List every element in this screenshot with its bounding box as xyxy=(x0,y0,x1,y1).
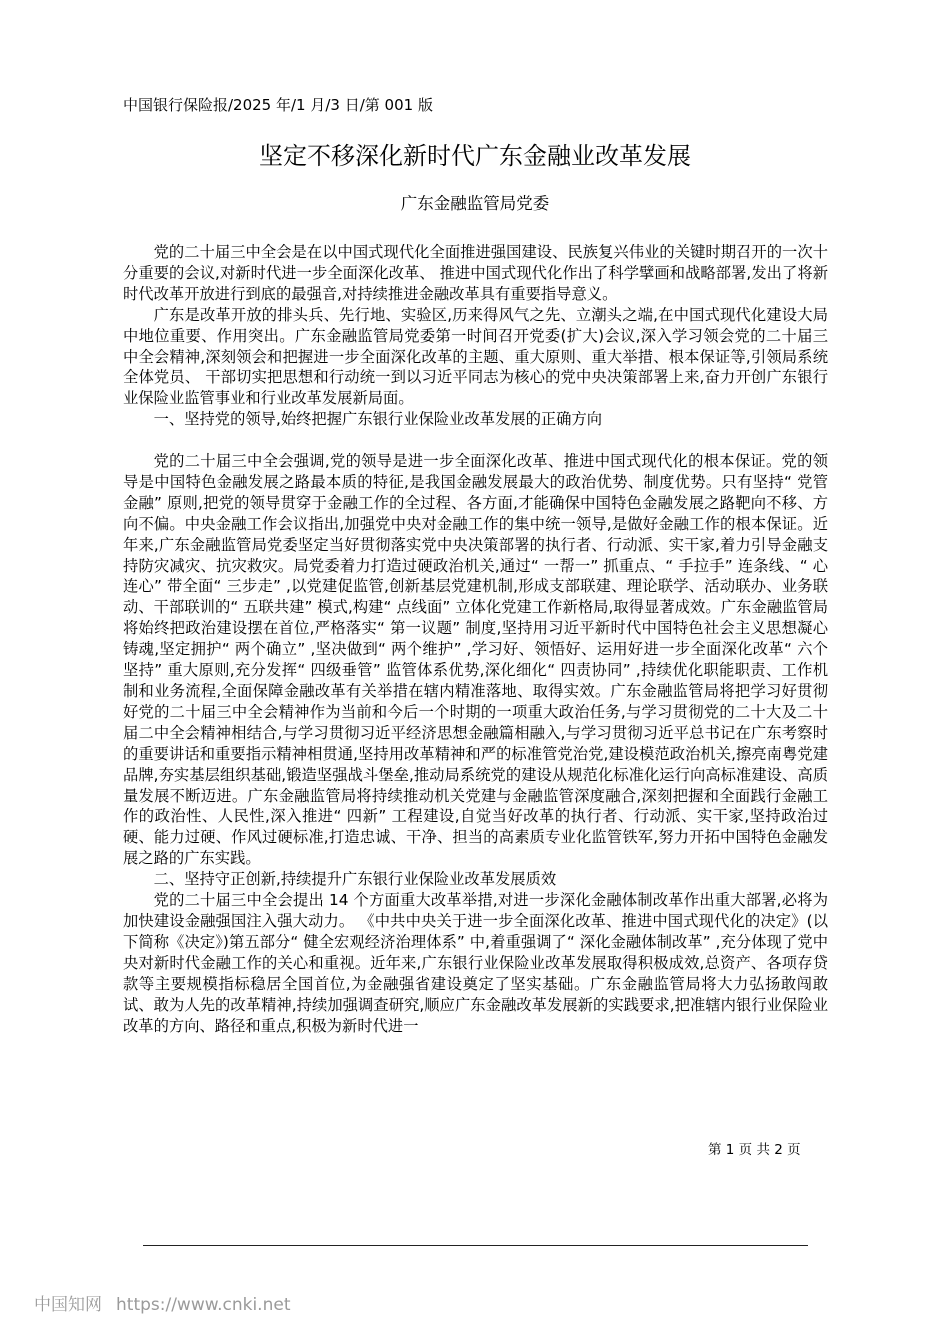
article-title: 坚定不移深化新时代广东金融业改革发展 xyxy=(259,142,691,170)
watermark-brand: 中国知网 xyxy=(34,1295,102,1315)
article-body xyxy=(123,242,828,1036)
body-paragraph: 党的二十届三中全会强调,党的领导是进一步全面深化改革、推进中国式现代化的根本保证。党的领导是中国特色金融发展之路最本质的特征,是我国金融发展最大的政治优势、制度优势。只有坚持“ 党管金融” 原则,把党的领导贯穿于金融工作的全过程、各方面,才能确保中国特色金融发展之路靶向不移、方向不偏。中央金融工作会议指出,加强党中央对金融工作的集中统一领导,是做好金融工作的根本保证。近年来,广东金融监管局党委坚定当好贯彻落实党中央决策部署的执行者、行动派、实干家,着力引导金融支持防灾减灾、抗灾救灾。局党委着力打造过硬政治机关,通过“ 一帮一” 抓重点、“ 手拉手” 连条线、“ 心连心” 带全面“ 三步走” ,以党建促监管,创新基层党建机制,形成支部联建、理论联学、活动联办、业务联动、干部联训的“ 五联共建” 模式,构建“ 点线面” 立体化党建工作新格局,取得显著成效。广东金融监管局将始终把政治建设摆在首位,严格落实“ 第一议题” 制度,坚持用习近平新时代中国特色社会主义思想凝心铸魂,坚定拥护“ 两个确立” ,坚决做到“ 两个维护” ,学习好、领悟好、运用好进一步全面深化改革“ 六个坚持” 重大原则,充分发挥“ 四级垂管” 监管体系优势,深化细化“ 四责协同” ,持续优化职能职责、工作机制和业务流程,全面保障金融改革有关举措在辖内精准落地、取得实效。广东金融监管局将把学习好贯彻好党的二十届三中全会精神作为当前和今后一个时期的一项重大政治任务,与学习贯彻党的二十大及二十届二中全会精神相结合,与学习贯彻习近平经济思想金融篇相融入,与学习贯彻习近平总书记在广东考察时的重要讲话和重要指示精神相贯通,坚持用改革精神和严的标准管党治党,建设模范政治机关,擦亮南粤党建品牌,夯实基层组织基础,锻造坚强战斗堡垒,推动局系统党的建设从规范化标准化运行向高标准建设、高质量发展不断迈进。广东金融监管局将持续推动机关党建与金融监管深度融合,深刻把握和全面践行金融工作的政治性、人民性,深入推进“ 四新” 工程建设,自觉当好改革的执行者、行动派、实干家,坚持政治过硬、能力过硬、作风过硬标准,打造忠诚、干净、担当的高素质专业化监管铁军,努力开拓中国特色金融发展之路的广东实践。 xyxy=(123,452,828,868)
page-number: 第 1 页 共 2 页 xyxy=(708,1142,801,1158)
section-heading-2: 二、坚持守正创新,持续提升广东银行业保险业改革发展质效 xyxy=(153,870,557,889)
body-paragraph: 党的二十届三中全会提出 14 个方面重大改革举措,对进一步深化金融体制改革作出重大部署,必将为加快建设金融强国注入强大动力。 《中共中央关于进一步全面深化改革、推进中国式现代化的决定》(以下简称《决定》)第五部分“ 健全宏观经济治理体系” 中,着重强调了“ 深化金融体制改革” ,充分体现了党中央对新时代金融工作的关心和重视。近年来,广东银行业保险业改革发展取得积极成效,总资产、各项存贷款等主要规模指标稳居全国首位,为金融强省建设奠定了坚实基础。广东金融监管局将大力弘扬敢闯敢试、敢为人先的改革精神,持续加强调查研究,顺应广东金融改革发展新的实践要求,把准辖内银行业保险业改革的方向、路径和重点,积极为新时代进一 xyxy=(123,891,828,1035)
article-author: 广东金融监管局党委 xyxy=(400,194,550,213)
body-paragraph: 党的二十届三中全会是在以中国式现代化全面推进强国建设、民族复兴伟业的关键时期召开的一次十分重要的会议,对新时代进一步全面深化改革、 推进中国式现代化作出了科学擘画和战略部署,发出了将新时代改革开放进行到底的最强音,对持续推进金融改革具有重要指导意义。 xyxy=(123,243,828,303)
body-paragraph: 广东是改革开放的排头兵、先行地、实验区,历来得风气之先、立潮头之端,在中国式现代化建设大局中地位重要、作用突出。广东金融监管局党委第一时间召开党委(扩大)会议,深入学习领会党的二十届三中全会精神,深刻领会和把握进一步全面深化改革的主题、重大原则、重大举措、根本保证等,引领局系统全体党员、 干部切实把思想和行动统一到以习近平同志为核心的党中央决策部署上来,奋力开创广东银行业保险业监管事业和行业改革发展新局面。 xyxy=(123,305,828,408)
watermark-url: https://www.cnki.net xyxy=(116,1295,291,1315)
publication-source-line: 中国银行保险报/2025 年/1 月/3 日/第 001 版 xyxy=(123,96,433,114)
section-heading-1: 一、坚持党的领导,始终把握广东银行业保险业改革发展的正确方向 xyxy=(153,410,603,429)
cnki-watermark xyxy=(34,1294,290,1316)
footer-divider xyxy=(143,1245,808,1246)
paragraph-gap xyxy=(123,430,828,451)
